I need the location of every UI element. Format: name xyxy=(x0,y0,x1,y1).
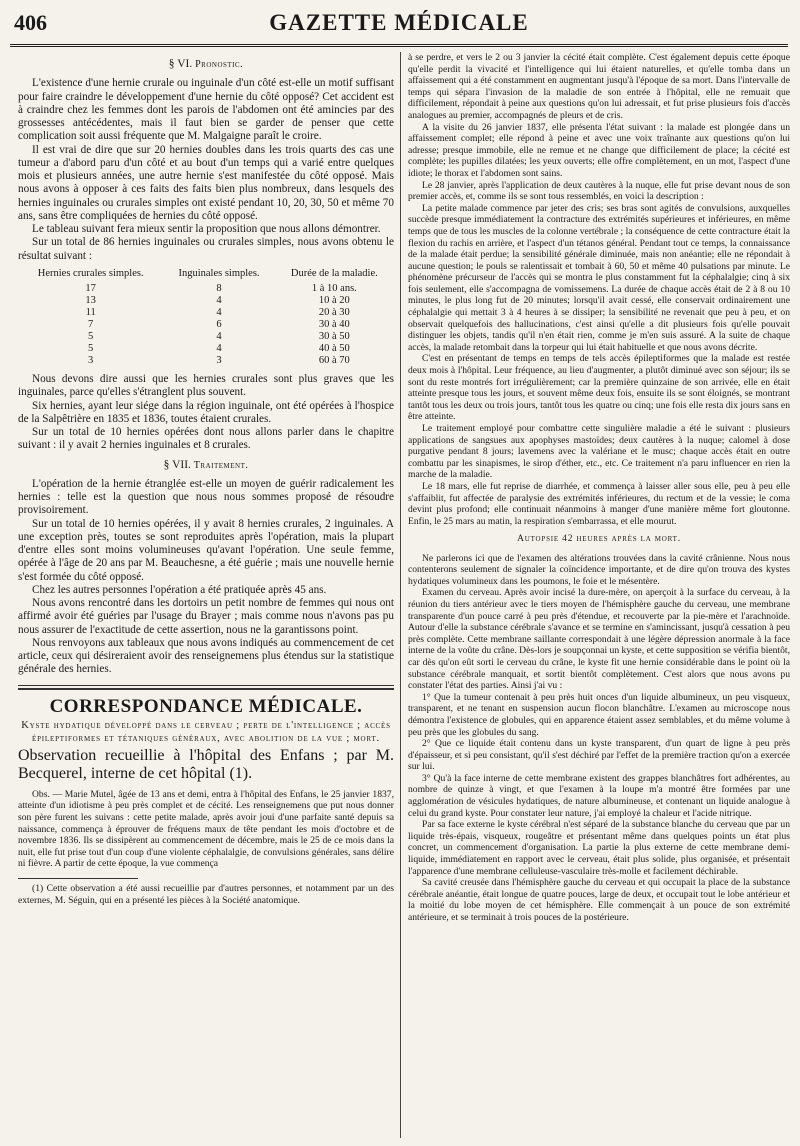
table-cell: 4 xyxy=(216,343,222,354)
section-number: § VI. xyxy=(168,58,193,70)
table-row xyxy=(18,295,394,307)
section-number: § VII. xyxy=(163,458,191,471)
autopsy-heading: Autopsie 42 heures après la mort. xyxy=(517,534,681,545)
paragraph: L'existence d'une hernie crurale ou inguinale d'un côté est-elle un motif suffisant pour faire craindre le développement d'une hernie du côté opposé? Cet accident est à craindre chez les femmes dont les parois de l'abdomen ont été amincies par des grossesses antécédentes, mais il faut bien se garder de penser que cette complication soit aussi fréquente que M. Malgaigne paraît le croire. xyxy=(18,77,394,143)
table-cell: 3 xyxy=(216,355,222,366)
paragraph: Six hernies, ayant leur siége dans la région inguinale, ont été opérées à l'hospice de la Salpêtrière en 1835 et 1836, toutes étaient crurales. xyxy=(18,399,394,425)
page-header xyxy=(10,4,788,47)
table-cell: 60 à 70 xyxy=(318,355,350,366)
paragraph: Le 18 mars, elle fut reprise de diarrhée, et commença à laisser aller sous elle, peu à peu elle s'affaiblit, fut affectée de paralysie des extrémités inférieures, du rectum et de la vessie; le coma devint plus profond; elle continuait néanmoins à manger d'une manière même fort gloutonne. Enfin, le 25 mars au matin, la respiration s'embarrassa, et elle mourut. xyxy=(408,480,790,527)
table-header: Hernies crurales simples. xyxy=(37,267,144,279)
paragraph: 3° Qu'à la face interne de cette membrane existent des grappes blanchâtres fort adhérentes, au nombre de quinze à vingt, et que l'examen à la loupe m'a montré être formées par une agglomération de vésicules hydatiques, de nature albumineuse, et contenant un liquide analogue à celui du grand kyste. Pour constater leur nature, j'ai employé la chaleur et l'acide nitrique. xyxy=(408,772,790,819)
table-cell: 17 xyxy=(85,283,96,294)
paragraph: C'est en présentant de temps en temps de tels accès épileptiformes que la malade est restée deux mois à l'hôpital. Leur fréquence, au lieu d'augmenter, a plutôt diminué avec son séjour; ils se sont du reste montrés fort irrégulièrement; car la première quinzaine de son arrivée, elle en était atteinte presque tous les jours, et souvent même deux fois, ensuite ils se sont éloignés, se montrant tantôt tous les deux ou trois jours, tantôt tous les quatre ou cinq; une fois elle resta dix jours sans en être atteinte. xyxy=(408,353,790,423)
table-cell: 1 à 10 ans. xyxy=(311,283,357,294)
table-cell: 11 xyxy=(85,307,96,318)
table-header: Inguinales simples. xyxy=(178,267,260,279)
paragraph: La petite malade commence par jeter des cris; ses bras sont agités de convulsions, auxquelles succède presque immédiatement la contracture des extrémités supérieures et inférieures, en même temps que de tous les muscles de la colonne vertébrale ; la conséquence de cette contracture était la flexion du rachis en arrière, et l'aspect d'un tétanos général. Pendant tout ce temps, la connaissance de la malade était perdue; la sensibilité générale diminuée, mais non anéantie; elle ne répondait à aucune question; le pouls se ralentissait et tombait à 60, 50 et même 40 pulsations par minute. Le phénomène précurseur de l'accès qui se montra le plus constamment fut la céphalalgie; cinq à six fois seulement, elle s'accompagna de vomissemens. La durée de chaque accès était de 2 à 8 ou 10 minutes, le plus long fut de 20 minutes; lorsqu'il avait cessé, elle conservait ordinairement une céphalalgie qui mettait 3 à 4 heures à se dissiper; la sensibilité ne revenait que peu à peu, et on observait quelquefois des hallucinations, c'est ainsi qu'elle a dit plusieurs fois qu'elle pouvait distinguer les objets, tandis qu'il n'en était rien, comme je m'en suis assuré. A la suite de chaque accès, la malade retombait dans la torpeur qui lui était habituelle et que nous avons décrite. xyxy=(408,202,790,353)
paragraph: Ne parlerons ici que de l'examen des altérations trouvées dans la cavité crânienne. Nous nous contenterons seulement de signaler la coïncidence importante, et de dire qu'on trouva des kystes hydatiques volumineux dans les poumons, le foie et le mésentère. xyxy=(408,552,790,587)
table-row xyxy=(18,343,394,355)
table-row xyxy=(18,307,394,319)
table-cell: 4 xyxy=(216,331,222,342)
table-cell: 6 xyxy=(216,319,222,330)
section-subtitle: Traitement. xyxy=(193,459,249,471)
table-cell: 4 xyxy=(216,307,222,318)
correspondance-title: CORRESPONDANCE MÉDICALE. xyxy=(49,695,363,717)
footnote-rule xyxy=(18,878,138,879)
observation-title: Observation recueillie à l'hôpital des Enfans ; par M. Becquerel, interne de cet hôpital (1). xyxy=(18,746,394,782)
column-divider xyxy=(400,52,401,1138)
paragraph: Le 28 janvier, après l'application de deux cautères à la nuque, elle fut prise devant nous de son premier accès, et, comme ils se sont tous ressemblés, en voici la description : xyxy=(408,179,790,203)
table-cell: 10 à 20 xyxy=(318,295,350,306)
paragraph: Le tableau suivant fera mieux sentir la proposition que nous allons démontrer. xyxy=(32,223,381,235)
paragraph: Par sa face externe le kyste cérébral n'est séparé de la substance blanche du cerveau que par un liquide très-épais, visqueux, rougeâtre et présentant même dans quelques points un état plus concret, un commencement d'organisation. La partie la plus externe de cette membrane demi-liquide, immédiatement en rapport avec le cerveau, était plus solide, plus organisée, et présentait l'apparence d'une membrane celluleuse-vasculaire très-molle et facilement déchirable. xyxy=(408,819,790,877)
table-row xyxy=(18,355,394,367)
paragraph: A la visite du 26 janvier 1837, elle présenta l'état suivant : la malade est plongée dans un affaissement complet; elle répond à peine et avec une voix traînante aux questions qu'on lui adresse; presque immobile, elle ne remue et ne change que difficilement de place; la cécité est complète; les pupilles dilatées; les yeux ouverts; elle offre complètement, en un mot, l'aspect d'une idiote; le thorax et l'abdomen sont sains. xyxy=(408,121,790,179)
page-number: 406 xyxy=(14,10,47,35)
section-heading-pronostic xyxy=(18,58,394,71)
paragraph: Nous avons rencontré dans les dortoirs un petit nombre de femmes qui nous ont affirmé avoir été guéries par l'usage du Brayer ; mais comme nous n'avons pas pu nous assurer de l'exactitude de cette assertion, nous ne la garantissons point. xyxy=(18,597,394,636)
paragraph: à se perdre, et vers le 2 ou 3 janvier la cécité était complète. C'est également depuis cette époque qu'elle perdit la vivacité et l'intelligence qui lui étaient naturelles, et qu'elle tomba dans un affaissement qui a été constamment en augmentant jusqu'à l'époque de sa mort. Dans l'intervalle de temps qui sépara l'invasion de la maladie de son entrée à l'hôpital, elle ne remuait que difficilement, répondait à peine aux questions qu'on lui adressait, et fut prise plusieurs fois d'accès analogues au premier, accompagnés de pleurs et de cris. xyxy=(408,52,790,121)
table-cell: 5 xyxy=(88,331,94,342)
table-cell: 13 xyxy=(85,295,96,306)
observation-paragraph: Obs. — Marie Mutel, âgée de 13 ans et demi, entra à l'hôpital des Enfans, le 25 janvier 1837, atteinte d'un idiotisme à peu près complet et de cécité. Les renseignemens que put nous donner son père furent les suivans : cette petite malade, après avoir joui d'une parfaite santé depuis sa naissance, commença à éprouver de fréquens maux de tête pendant les mois d'octobre et de novembre 1836. Ils se dissipèrent au commencement de décembre, mais le 25 de ce mois dans la nuit, elle fut prise tout d'un coup d'une violente céphalalgie, de convulsions générales, sans délire ni fièvre. A partir de cette époque, la vue commença xyxy=(18,788,394,870)
right-column xyxy=(408,52,790,1140)
table-cell: 8 xyxy=(216,283,222,294)
table-row xyxy=(18,331,394,343)
article-headline: Kyste hydatique développé dans le cerveau ; perte de l'intelligence ; accès épileptiformes et tétaniques généraux, avec abolition de la vue ; mort. xyxy=(21,719,391,744)
table-cell: 30 à 50 xyxy=(318,331,350,342)
table-row xyxy=(18,283,394,295)
paragraph: Nous devons dire aussi que les hernies crurales sont plus graves que les inguinales, parce qu'elles s'étranglent plus souvent. xyxy=(18,373,394,399)
paragraph: Chez les autres personnes l'opération a été pratiquée après 45 ans. xyxy=(32,583,327,596)
paragraph: Nous renvoyons aux tableaux que nous avons indiqués au commencement de cet article, ceux qui désireraient avoir des renseignemens plus étendus sur la statistique générale des hernies. xyxy=(18,636,394,676)
section-heading-traitement xyxy=(18,459,394,472)
section-subtitle: Pronostic. xyxy=(195,59,244,70)
paragraph: Sur un total de 10 hernies opérées dont nous allons parler dans le chapitre suivant : il y avait 2 hernies inguinales et 8 crurales. xyxy=(18,426,394,452)
paragraph: 1° Que la tumeur contenait à peu près huit onces d'un liquide albumineux, un peu visqueux, transparent, et ne tenant en suspension aucun flocon blanchâtre. L'examen au microscope nous démontra l'existence de globules, qui en apparence étaient assez semblables, et du même volume à peu près que les globules du sang. xyxy=(408,691,790,738)
paragraph: Il est vrai de dire que sur 20 hernies doubles dans les trois quarts des cas une tumeur a d'abord paru d'un côté et au bout d'un temps qui a varié entre quelques mois et plusieurs années, une autre hernie s'est manifestée du côté opposé. Mais nous avons à opposer à ces faits des faits bien plus nombreux, dans lesquels des hernies inguinales ou crurales simples ont existé pendant 10, 20, 30, 50 et même 70 ans, sans être compliquées de hernies du côté opposé. xyxy=(18,143,394,222)
table-cell: 7 xyxy=(88,319,94,330)
table-cell: 3 xyxy=(88,355,94,366)
table-cell: 30 à 40 xyxy=(318,319,350,330)
masthead-title: GAZETTE MÉDICALE xyxy=(269,10,529,35)
table-cell: 4 xyxy=(216,295,222,306)
section-rule xyxy=(18,688,394,690)
paragraph: 2° Que ce liquide était contenu dans un kyste transparent, d'un quart de ligne à peu près d'épaisseur, et si peu consistant, qu'il s'est déchiré par l'effet de la première traction qu'on a exercée sur lui. xyxy=(408,738,790,773)
paragraph: Examen du cerveau. Après avoir incisé la dure-mère, on aperçoit à la surface du cerveau, à la réunion du tiers antérieur avec le tiers moyen de l'hémisphère gauche du cerveau, une membrane transparente d'un pouce carré à peu près d'étendue, et recouverte par la pie-mère et l'arachnoïde. Autour d'elle la substance cérébrale s'avance et se termine en s'amincissant, jusqu'à cessation à peu près complète. Cette membrane saillante correspondait à une légère dépression anormale à la face interne de la voûte du crâne. Dès-lors je soupçonnai un kyste, et cette supposition se vérifia bientôt, car dès qu'on eût sorti le cerveau du crâne, le kyste fit une hernie considérable dans le point où la substance cérébrale manquait, et sortit bientôt complètement. C'est alors que nous avons pu constater l'état des parties. Ainsi j'ai vu : xyxy=(408,587,790,692)
paragraph: Sur un total de 86 hernies inguinales ou crurales simples, nous avons obtenu le résultat suivant : xyxy=(18,236,394,262)
left-column xyxy=(18,52,394,1140)
paragraph: L'opération de la hernie étranglée est-elle un moyen de guérir radicalement les hernies : telle est la question que nous nous sommes proposé de résoudre provisoirement. xyxy=(18,477,394,517)
paragraph: Le traitement employé pour combattre cette singulière maladie a été le suivant : plusieurs applications de sangsues aux apophyses mastoïdes; deux cautères à la nuque; calomel à dose purgative pendant 8 jours; lavemens avec la valériane et le musc; chaque accès était en outre combattu par les sinapismes, le sirop d'éther, etc., etc. Ce traitement n'a paru influencer en rien la marche de la maladie. xyxy=(408,423,790,481)
paragraph: Sur un total de 10 hernies opérées, il y avait 8 hernies crurales, 2 inguinales. A une exception près, toutes se sont reproduites après l'opération, mais la plupart d'entre elles sont moins volumineuses qu'avant l'opération. Une seule femme, opérée à l'âge de 20 ans par M. Beauchesne, a été guérie ; mais une nouvelle hernie s'est formée du côté opposé. xyxy=(18,517,394,583)
footnote: (1) Cette observation a été aussi recueillie par d'autres personnes, et notamment par un des externes, M. Séguin, qui en a présenté les pièces à la Société anatomique. xyxy=(18,882,394,906)
table-cell: 20 à 30 xyxy=(318,307,350,318)
paragraph: Sa cavité creusée dans l'hémisphère gauche du cerveau et qui occupait la place de la substance cérébrale anéantie, était longue de quatre pouces, large de deux, et occupait tout le lobe antérieur et la moitié du lobe moyen de cet hémisphère. Elle commençait à un pouce de son extrémité antérieure, et se terminait à trois pouces de la postérieure. xyxy=(408,877,790,923)
section-rule xyxy=(18,685,394,686)
table-header: Durée de la maladie. xyxy=(290,267,378,279)
table-cell: 40 à 50 xyxy=(318,343,350,354)
table-cell: 5 xyxy=(88,343,94,354)
hernia-table xyxy=(18,267,394,367)
table-row xyxy=(18,319,394,331)
